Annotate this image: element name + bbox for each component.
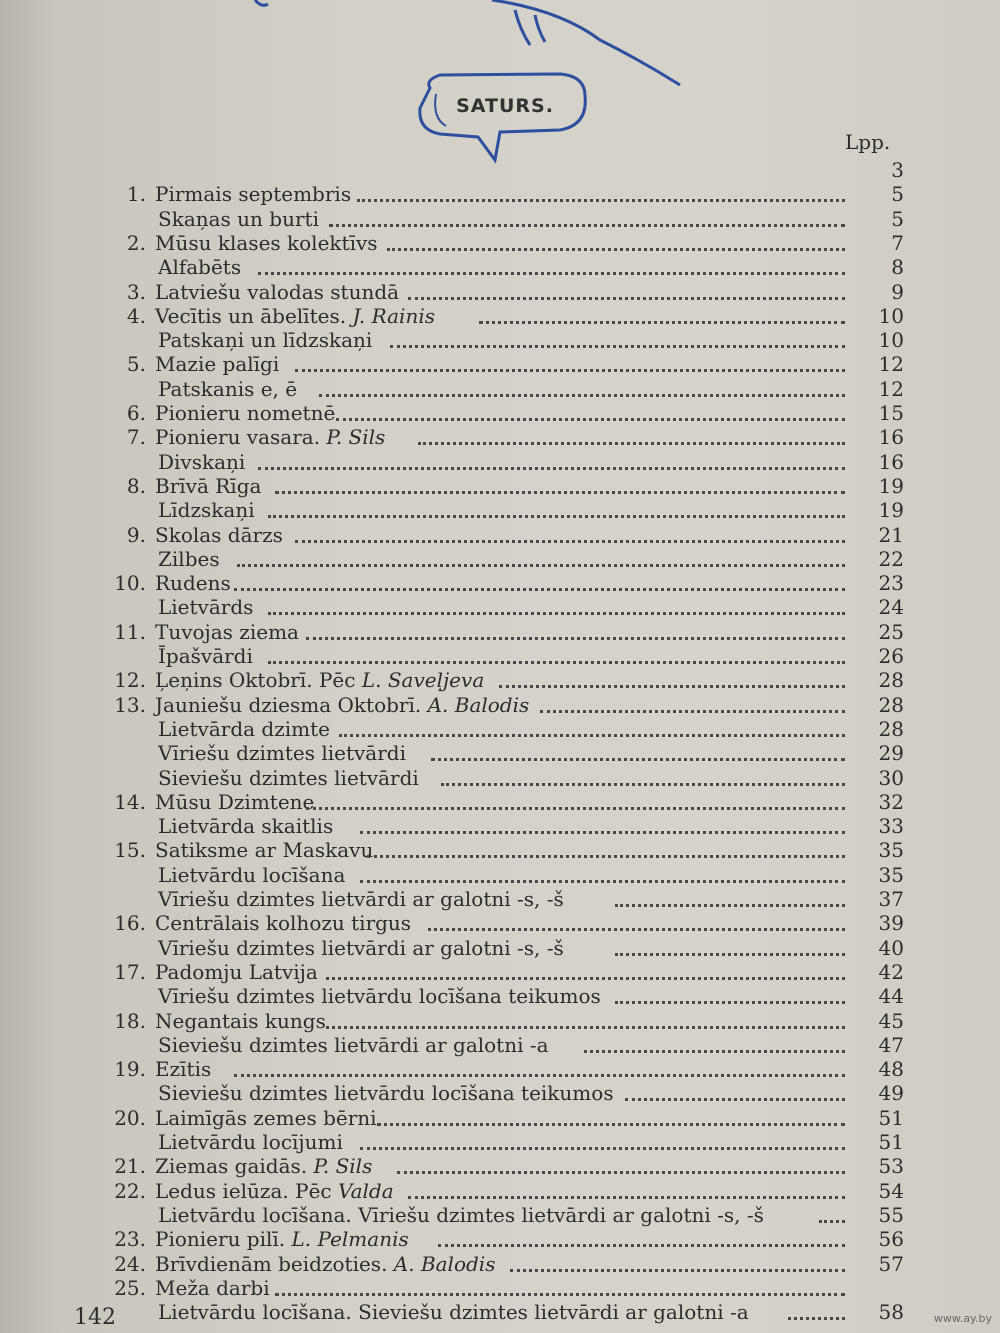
toc-row — [0, 1227, 1000, 1251]
toc-number: 21. — [114, 1154, 146, 1179]
toc-row — [0, 498, 1000, 522]
toc-number: 17. — [114, 959, 146, 984]
toc-number: 2. — [126, 230, 146, 255]
toc-page-number: 12 — [878, 376, 904, 401]
toc-title — [158, 1081, 614, 1105]
toc-page-number: 26 — [878, 644, 904, 668]
toc-title-text: Satiksme ar Maskavu — [155, 838, 374, 863]
toc-number: 7. — [126, 425, 146, 450]
toc-title-text: Īpašvārdi — [158, 644, 253, 668]
toc-title — [158, 255, 241, 279]
toc-title — [155, 1106, 377, 1130]
toc-row — [0, 425, 1000, 449]
toc-title — [158, 1033, 549, 1057]
toc-title-text: Ļeņins Oktobrī. Pēc — [155, 668, 356, 693]
toc-title — [155, 523, 283, 547]
dot-leader — [306, 805, 845, 810]
toc-title-text: Laimīgās zemes bērni — [155, 1105, 377, 1130]
toc-row — [0, 693, 1000, 717]
toc-page-number: 3 — [891, 158, 904, 182]
toc-number: 5. — [126, 352, 146, 377]
toc-title-text: Lietvārds — [158, 595, 254, 620]
dot-leader — [326, 1024, 845, 1029]
toc-row — [0, 207, 1000, 231]
dot-leader — [268, 659, 845, 664]
dot-leader — [295, 538, 845, 543]
toc-row — [0, 814, 1000, 838]
toc-number: 14. — [114, 789, 146, 814]
dot-leader — [268, 610, 845, 615]
toc-number: 9. — [126, 522, 146, 547]
toc-row — [0, 352, 1000, 376]
dot-leader — [234, 586, 845, 591]
toc-title-text: Pionieru vasara. — [155, 425, 321, 450]
toc-row — [0, 1081, 1000, 1105]
toc-row — [0, 936, 1000, 960]
dot-leader — [397, 1169, 845, 1174]
dot-leader — [615, 951, 845, 956]
toc-row — [0, 1033, 1000, 1057]
toc-title — [155, 231, 378, 255]
toc-title-text: Ledus ielūza. Pēc — [155, 1178, 332, 1203]
toc-title — [155, 280, 399, 304]
toc-title — [155, 1179, 394, 1203]
toc-row — [0, 280, 1000, 304]
toc-page-number: 5 — [891, 206, 904, 231]
toc-title-text: Līdzskaņi — [158, 498, 255, 523]
dot-leader — [339, 732, 845, 737]
toc-title-text: Pirmais septembris — [155, 182, 352, 207]
toc-title-text: Mazie palīgi — [155, 352, 280, 377]
toc-title — [155, 1154, 372, 1178]
toc-title — [155, 1276, 270, 1300]
toc-row — [0, 838, 1000, 862]
toc-title — [158, 595, 253, 619]
toc-title-text: Skaņas un burti — [158, 206, 319, 231]
dot-leader — [237, 562, 845, 567]
dot-leader — [329, 222, 845, 227]
toc-title — [158, 644, 253, 668]
toc-row — [0, 1300, 1000, 1324]
toc-page-number: 10 — [878, 328, 904, 353]
toc-page-number: 25 — [878, 619, 904, 644]
dot-leader — [306, 635, 845, 640]
toc-author: Valda — [337, 1178, 394, 1203]
dot-leader — [431, 756, 845, 761]
toc-page-number: 37 — [878, 887, 904, 911]
dot-leader — [275, 489, 845, 494]
toc-row — [0, 741, 1000, 765]
toc-number: 6. — [126, 401, 146, 425]
toc-page-number: 19 — [878, 498, 904, 523]
toc-title-text: Lietvārdu locīšana. Vīriešu dzimtes lietvārdi ar galotni -s, -š — [158, 1202, 764, 1227]
toc-row — [0, 960, 1000, 984]
toc-page-number: 32 — [878, 789, 904, 814]
toc-page-number: 58 — [878, 1300, 904, 1325]
toc-number: 1. — [126, 182, 146, 207]
toc-row — [0, 450, 1000, 474]
toc-row — [0, 595, 1000, 619]
toc-title-text: Mūsu klases kolektīvs — [155, 230, 378, 255]
toc-row — [0, 1106, 1000, 1130]
toc-title — [158, 1203, 764, 1227]
toc-row — [0, 644, 1000, 668]
toc-title-text: Vīriešu dzimtes lietvārdi — [158, 741, 406, 766]
toc-title-text: Negantais kungs — [155, 1008, 326, 1033]
toc-author: L. Saveļjeva — [361, 668, 485, 693]
toc-page-number: 7 — [891, 230, 904, 255]
dot-leader — [438, 1242, 845, 1247]
toc-row — [0, 1057, 1000, 1081]
toc-row — [0, 790, 1000, 814]
toc-number: 8. — [126, 473, 146, 498]
toc-title-text: Lietvārdu locīšana — [158, 862, 346, 887]
toc-title — [155, 1009, 326, 1033]
dot-leader — [357, 197, 845, 202]
toc-title-text: Tuvojas ziema — [155, 619, 299, 644]
toc-title — [155, 425, 385, 449]
toc-title — [158, 766, 419, 790]
toc-page-number: 55 — [878, 1202, 904, 1227]
toc-author: P. Sils — [313, 1154, 373, 1179]
dot-leader — [479, 319, 845, 324]
toc-title — [158, 814, 333, 838]
toc-title — [158, 207, 319, 231]
toc-author: P. Sils — [326, 425, 386, 450]
dot-leader — [326, 975, 845, 980]
toc-page-number: 19 — [878, 473, 904, 498]
toc-title — [155, 838, 373, 862]
toc-number: 12. — [114, 668, 146, 693]
toc-title — [155, 620, 299, 644]
dot-leader — [428, 926, 845, 931]
toc-number: 3. — [126, 279, 146, 304]
page-number: 142 — [74, 1305, 116, 1330]
toc-title-text: Latviešu valodas stundā — [155, 279, 400, 304]
toc-number: 10. — [114, 571, 146, 596]
toc-title-text: Lietvārda dzimte — [158, 716, 330, 741]
toc-title — [155, 1057, 211, 1081]
toc-title-text: Padomju Latvija — [155, 959, 318, 984]
toc-title — [155, 668, 484, 692]
toc-page-number: 40 — [878, 935, 904, 960]
toc-page-number: 23 — [878, 571, 904, 596]
toc-row — [0, 668, 1000, 692]
dot-leader — [408, 1194, 845, 1199]
toc-row — [0, 1252, 1000, 1276]
toc-page-number: 24 — [878, 595, 904, 620]
toc-number: 19. — [114, 1057, 146, 1082]
dot-leader — [584, 1048, 845, 1053]
toc-page-number: 44 — [878, 984, 904, 1009]
toc-title-text: Patskanis e, ē — [158, 376, 298, 401]
toc-row — [0, 620, 1000, 644]
toc-page-number: 51 — [878, 1130, 904, 1154]
toc-page-number: 33 — [878, 814, 904, 839]
toc-title — [158, 717, 330, 741]
dot-leader — [258, 270, 845, 275]
dot-leader — [615, 902, 845, 907]
dot-leader — [319, 392, 845, 397]
toc-page-number: 21 — [878, 522, 904, 547]
toc-number: 25. — [114, 1275, 146, 1300]
toc-title — [155, 1227, 409, 1251]
toc-page-number: 8 — [891, 255, 904, 280]
toc-number: 18. — [114, 1008, 146, 1033]
dot-leader — [615, 999, 845, 1004]
toc-row — [0, 304, 1000, 328]
toc-page-number: 51 — [878, 1105, 904, 1130]
toc-page-number: 5 — [891, 182, 904, 207]
dot-leader — [295, 367, 845, 372]
toc-page-number: 9 — [891, 279, 904, 304]
toc-title-text: Vecītis un ābelītes. — [155, 303, 347, 328]
toc-row — [0, 1179, 1000, 1203]
toc-page-number: 56 — [878, 1227, 904, 1252]
toc-row — [0, 1009, 1000, 1033]
toc-title — [158, 450, 245, 474]
toc-row — [0, 523, 1000, 547]
toc-row — [0, 717, 1000, 741]
toc-title-text: Jauniešu dziesma Oktobrī. — [155, 692, 422, 717]
toc-title-text: Patskaņi un līdzskaņi — [158, 328, 373, 353]
dot-leader — [819, 1218, 845, 1223]
toc-title — [158, 377, 297, 401]
toc-title — [158, 328, 372, 352]
toc-title-text: Rudens — [155, 571, 231, 596]
toc-page-number: 42 — [878, 959, 904, 984]
dot-leader — [268, 513, 845, 518]
toc-title — [155, 352, 279, 376]
toc-page-number: 48 — [878, 1057, 904, 1082]
dot-leader — [499, 683, 845, 688]
dot-leader — [387, 246, 845, 251]
dot-leader — [441, 781, 845, 786]
toc-page-number: 10 — [878, 303, 904, 328]
toc-title — [155, 911, 411, 935]
dot-leader — [360, 878, 845, 883]
page-column-label: Lpp. — [845, 130, 891, 154]
dot-leader — [367, 853, 845, 858]
toc-row — [0, 984, 1000, 1008]
toc-row — [0, 1276, 1000, 1300]
dot-leader — [408, 295, 845, 300]
dot-leader — [625, 1096, 845, 1101]
toc-page-number: 39 — [878, 911, 904, 936]
toc-author: A. Balodis — [427, 692, 530, 717]
toc-title — [158, 498, 255, 522]
toc-title — [155, 790, 314, 814]
toc-row — [0, 1154, 1000, 1178]
toc-page-number: 22 — [878, 546, 904, 571]
dot-leader — [788, 1315, 845, 1320]
toc-title-text: Sieviešu dzimtes lietvārdu locīšana teikumos — [158, 1081, 614, 1106]
toc-title — [158, 936, 564, 960]
toc-title-text: Divskaņi — [158, 449, 246, 474]
dot-leader — [377, 1121, 845, 1126]
toc-row — [0, 766, 1000, 790]
dot-leader — [390, 343, 845, 348]
toc-page-number: 29 — [878, 741, 904, 766]
toc-number: 22. — [114, 1178, 146, 1203]
toc-title — [155, 304, 435, 328]
toc-row — [0, 182, 1000, 206]
dot-leader — [418, 440, 845, 445]
toc-row — [0, 547, 1000, 571]
toc-title — [158, 1130, 343, 1154]
toc-title — [158, 887, 564, 911]
toc-page-number: 16 — [878, 425, 904, 450]
toc-page-number: 35 — [878, 862, 904, 887]
toc-title — [158, 741, 406, 765]
toc-page-number: 16 — [878, 449, 904, 474]
toc-title — [155, 1252, 495, 1276]
toc-title — [155, 960, 318, 984]
toc-page-number: 47 — [878, 1032, 904, 1057]
toc-title — [155, 693, 529, 717]
toc-title-text: Lietvārdu locīšana. Sieviešu dzimtes lietvārdi ar galotni -a — [158, 1300, 749, 1325]
toc-title-text: Mūsu Dzimtene — [155, 789, 315, 814]
toc-title-text: Skolas dārzs — [155, 522, 283, 547]
toc-number: 24. — [114, 1251, 146, 1276]
toc-title-text: Brīvdienām beidzoties. — [155, 1251, 388, 1276]
toc-page-number: 57 — [878, 1251, 904, 1276]
toc-title-text: Sieviešu dzimtes lietvārdi ar galotni -a — [158, 1032, 549, 1057]
toc-title-text: Ezītis — [155, 1057, 212, 1082]
toc-title-text: Pionieru nometnē — [155, 401, 336, 425]
toc-title-text: Pionieru pilī. — [155, 1227, 286, 1252]
toc-page-number: 28 — [878, 716, 904, 741]
dot-leader — [540, 708, 845, 713]
toc-title — [155, 474, 261, 498]
toc-title-text: Meža darbi — [155, 1275, 270, 1300]
toc-title-text: Alfabēts — [158, 255, 242, 280]
toc-row — [0, 887, 1000, 911]
dot-leader — [234, 1072, 845, 1077]
toc-title — [158, 863, 345, 887]
toc-page-number: 12 — [878, 352, 904, 377]
toc-title-text: Vīriešu dzimtes lietvārdu locīšana teikumos — [158, 984, 601, 1009]
toc-title-text: Vīriešu dzimtes lietvārdi ar galotni -s, -š — [158, 935, 564, 960]
toc-page-number: 28 — [878, 692, 904, 717]
toc-number: 20. — [114, 1105, 146, 1130]
dot-leader — [275, 1291, 845, 1296]
toc-title-text: Vīriešu dzimtes lietvārdi ar galotni -s, -š — [158, 887, 564, 911]
toc-number: 11. — [114, 619, 146, 644]
toc-title-text: Brīvā Rīga — [155, 473, 262, 498]
dot-leader — [360, 1145, 845, 1150]
toc-page-number: 53 — [878, 1154, 904, 1179]
dot-leader — [336, 416, 845, 421]
toc-row — [0, 911, 1000, 935]
toc-page-number: 28 — [878, 668, 904, 693]
toc-page-number: 45 — [878, 1008, 904, 1033]
toc-row — [0, 1130, 1000, 1154]
toc-title-text: Sieviešu dzimtes lietvārdi — [158, 765, 419, 790]
page-title: SATURS. — [456, 95, 554, 117]
toc-page-number: 15 — [878, 401, 904, 425]
toc-title-text: Lietvārdu locījumi — [158, 1130, 343, 1154]
toc-author: L. Pelmanis — [291, 1227, 409, 1252]
toc-row — [0, 328, 1000, 352]
toc-page-number: 30 — [878, 765, 904, 790]
toc-number: 15. — [114, 838, 146, 863]
toc-row — [0, 231, 1000, 255]
toc-title — [155, 182, 351, 206]
toc-title-text: Ziemas gaidās. — [155, 1154, 308, 1179]
toc-number: 13. — [114, 692, 146, 717]
toc-row — [0, 863, 1000, 887]
toc-page-number: 54 — [878, 1178, 904, 1203]
toc-row — [0, 255, 1000, 279]
dot-leader — [258, 465, 845, 470]
toc-title-text: Centrālais kolhozu tirgus — [155, 911, 412, 936]
toc-number: 4. — [126, 303, 146, 328]
toc-author: J. Rainis — [352, 303, 435, 328]
toc-title — [155, 571, 231, 595]
watermark: www.ay.by — [933, 1312, 992, 1325]
toc-row — [0, 571, 1000, 595]
dot-leader — [360, 829, 845, 834]
toc-row — [0, 158, 1000, 182]
toc-row — [0, 401, 1000, 425]
toc-author: A. Balodis — [393, 1251, 496, 1276]
toc-title-text: Zilbes — [158, 546, 220, 571]
toc-row — [0, 474, 1000, 498]
toc-title-text: Lietvārda skaitlis — [158, 814, 334, 839]
toc-page-number: 49 — [878, 1081, 904, 1106]
toc-row — [0, 377, 1000, 401]
toc-number: 23. — [114, 1227, 146, 1252]
toc-title — [155, 401, 335, 425]
toc-title — [158, 1300, 749, 1324]
toc-row — [0, 1203, 1000, 1227]
toc-number: 16. — [114, 911, 146, 936]
dot-leader — [510, 1267, 845, 1272]
toc-page-number: 35 — [878, 838, 904, 863]
toc-title — [158, 547, 220, 571]
toc-title — [158, 984, 601, 1008]
